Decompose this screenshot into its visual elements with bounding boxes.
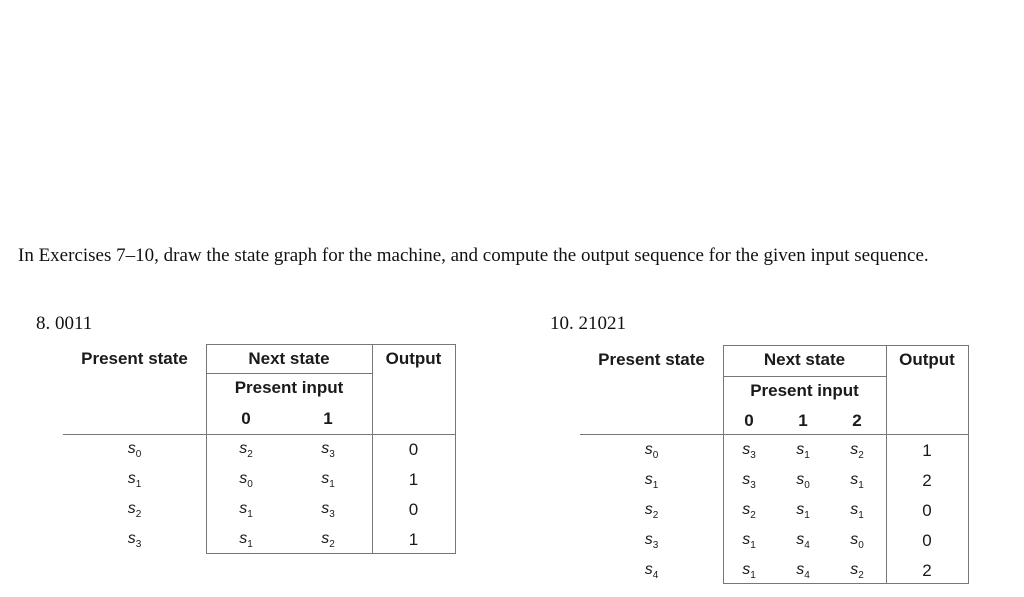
ex8-output-cell: 0 xyxy=(408,440,419,459)
ex10-next-state-cell: $s_1$ xyxy=(796,501,810,522)
ex10-present-state-cell: $s_1$ xyxy=(644,471,659,492)
ex8-output-cell: 1 xyxy=(408,470,419,489)
ex10-subheader-border xyxy=(723,376,886,377)
ex10-output-cell: 1 xyxy=(922,441,932,460)
ex10-output-cell: 0 xyxy=(922,501,932,520)
ex8-next-state-cell: $s_0$ xyxy=(239,470,253,491)
ex10-next-state-cell: $s_4$ xyxy=(796,531,810,552)
ex10-present-state-header: Present state xyxy=(598,350,705,369)
ex8-next-state-header: Next state xyxy=(248,349,330,368)
ex10-input-1-header: 1 xyxy=(798,411,808,430)
ex8-present-state-cell: $s_2$ xyxy=(127,500,142,521)
ex10-next-state-cell: $s_0$ xyxy=(850,531,864,552)
ex10-next-state-cell: $s_1$ xyxy=(742,531,756,552)
ex10-output-cell: 0 xyxy=(922,531,932,550)
ex10-col-border xyxy=(968,345,969,584)
ex10-present-state-cell: $s_0$ xyxy=(644,441,659,462)
ex10-header-rule xyxy=(580,434,968,435)
ex8-present-state-header: Present state xyxy=(81,349,188,368)
ex10-next-state-cell: $s_1$ xyxy=(850,471,864,492)
ex8-present-input-header: Present input xyxy=(234,378,344,397)
ex10-next-state-cell: $s_2$ xyxy=(850,561,864,582)
ex8-next-state-cell: $s_3$ xyxy=(321,440,335,461)
ex10-next-state-cell: $s_3$ xyxy=(742,471,756,492)
ex8-header-rule xyxy=(63,434,455,435)
ex8-top-border xyxy=(206,344,455,345)
ex10-next-state-cell: $s_2$ xyxy=(850,441,864,462)
ex8-present-state-cell: $s_0$ xyxy=(127,440,142,461)
instructions-text: In Exercises 7–10, draw the state graph for the machine, and compute the output sequence for the given input sequence. xyxy=(18,245,929,266)
ex10-next-state-cell: $s_1$ xyxy=(850,501,864,522)
ex10-bottom-border xyxy=(723,583,968,584)
ex8-present-state-cell: $s_3$ xyxy=(127,530,142,551)
ex10-next-state-cell: $s_3$ xyxy=(742,441,756,462)
exercise-8-label: 8. 0011 xyxy=(36,313,93,334)
ex10-present-state-cell: $s_4$ xyxy=(644,561,659,582)
ex8-col-border xyxy=(455,344,456,554)
ex10-input-2-header: 2 xyxy=(852,411,862,430)
ex10-present-input-header: Present input xyxy=(750,381,859,400)
ex10-next-state-header: Next state xyxy=(763,350,846,369)
ex10-next-state-cell: $s_1$ xyxy=(796,441,810,462)
ex8-next-state-cell: $s_1$ xyxy=(239,530,253,551)
ex8-next-state-cell: $s_2$ xyxy=(321,530,335,551)
ex10-top-border xyxy=(723,345,968,346)
ex10-next-state-cell: $s_0$ xyxy=(796,471,810,492)
ex8-output-header: Output xyxy=(385,349,442,368)
ex8-present-state-cell: $s_1$ xyxy=(127,470,142,491)
ex8-next-state-cell: $s_1$ xyxy=(321,470,335,491)
exercise-10-label: 10. 21021 xyxy=(550,313,626,334)
ex10-present-state-cell: $s_3$ xyxy=(644,531,659,552)
ex10-input-0-header: 0 xyxy=(744,411,754,430)
ex10-present-state-cell: $s_2$ xyxy=(644,501,659,522)
ex10-next-state-cell: $s_4$ xyxy=(796,561,810,582)
ex8-col-border xyxy=(206,344,207,554)
ex8-output-cell: 0 xyxy=(408,500,419,519)
ex8-next-state-cell: $s_1$ xyxy=(239,500,253,521)
ex10-output-cell: 2 xyxy=(922,471,932,490)
ex8-bottom-border xyxy=(206,553,455,554)
ex8-next-state-cell: $s_2$ xyxy=(239,440,253,461)
ex8-input-1-header: 1 xyxy=(323,409,333,428)
ex10-output-cell: 2 xyxy=(922,561,932,580)
ex8-next-state-cell: $s_3$ xyxy=(321,500,335,521)
ex10-output-header: Output xyxy=(899,350,955,369)
ex8-input-0-header: 0 xyxy=(241,409,251,428)
ex10-next-state-cell: $s_2$ xyxy=(742,501,756,522)
ex8-output-cell: 1 xyxy=(408,530,419,549)
ex8-subheader-border xyxy=(206,373,372,374)
ex10-next-state-cell: $s_1$ xyxy=(742,561,756,582)
